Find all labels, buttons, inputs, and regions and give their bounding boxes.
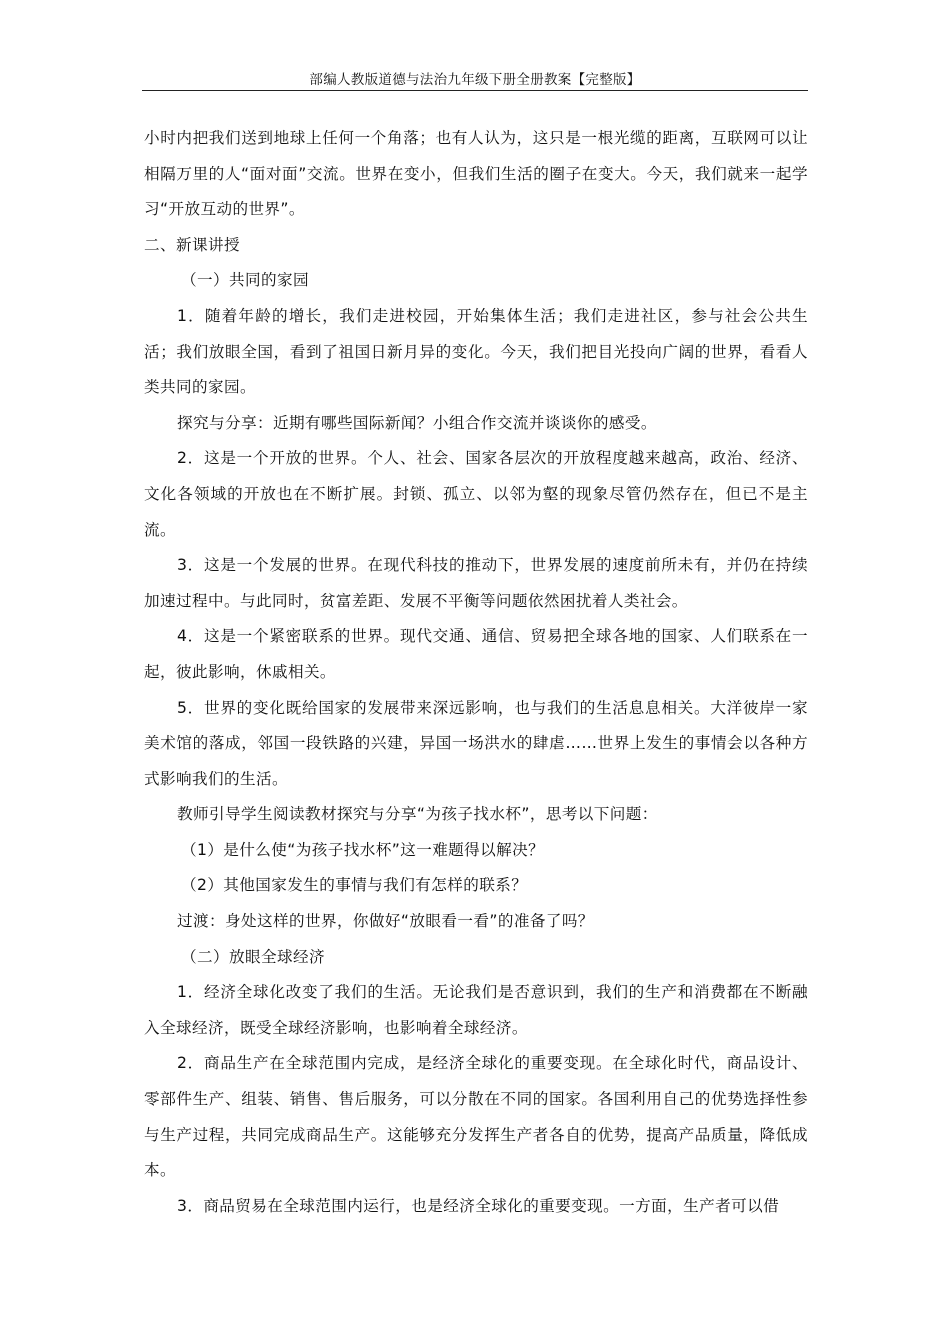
- paragraph-economy-1: 1．经济全球化改变了我们的生活。无论我们是否意识到，我们的生产和消费都在不断融入全球经济，既受全球经济影响，也影响着全球经济。: [144, 983, 808, 1037]
- question-2: （2）其他国家发生的事情与我们有怎样的联系？: [181, 876, 528, 895]
- paragraph-intro-continued: 小时内把我们送到地球上任何一个角落；也有人认为，这只是一根光缆的距离，互联网可以让相隔万里的人“面对面”交流。世界在变小，但我们生活的圈子在变大。今天，我们就来一起学习“开放互动的世界”。: [144, 129, 808, 219]
- document-body: [144, 121, 808, 1224]
- paragraph-economy-2: 2．商品生产在全球范围内完成，是经济全球化的重要变现。在全球化时代，商品设计、零部件生产、组装、销售、售后服务，可以分散在不同的国家。各国利用自己的优势选择性参与生产过程，共同完成商品生产。这能够充分发挥生产者各自的优势，提高产品质量，降低成本。: [144, 1054, 808, 1180]
- section-heading-new-lesson: 二、新课讲授: [144, 235, 240, 254]
- paragraph-transition: 过渡：身处这样的世界，你做好“放眼看一看”的准备了吗？: [177, 912, 594, 931]
- paragraph-teacher-guide: 教师引导学生阅读教材探究与分享“为孩子找水杯”，思考以下问题：: [177, 805, 658, 824]
- document-title: 部编人教版道德与法治九年级下册全册教案【完整版】: [309, 72, 641, 88]
- paragraph-item-1: 1．随着年龄的增长，我们走进校园，开始集体生活；我们走进社区，参与社会公共生活；我们放眼全国，看到了祖国日新月异的变化。今天，我们把目光投向广阔的世界，看看人类共同的家园。: [144, 306, 808, 397]
- paragraph-item-4: 4．这是一个紧密联系的世界。现代交通、通信、贸易把全球各地的国家、人们联系在一起，彼此影响，休戚相关。: [144, 627, 808, 681]
- question-1: （1）是什么使“为孩子找水杯”这一难题得以解决？: [181, 840, 545, 859]
- paragraph-economy-3: 3．商品贸易在全球范围内运行，也是经济全球化的重要变现。一方面，生产者可以借: [177, 1196, 780, 1215]
- paragraph-item-5: 5．世界的变化既给国家的发展带来深远影响，也与我们的生活息息相关。大洋彼岸一家美术馆的落成，邻国一段铁路的兴建，异国一场洪水的肆虐……世界上发生的事情会以各种方式影响我们的生活。: [144, 698, 808, 788]
- paragraph-explore-share: 探究与分享：近期有哪些国际新闻？小组合作交流并谈谈你的感受。: [177, 413, 657, 432]
- paragraph-item-3: 3．这是一个发展的世界。在现代科技的推动下，世界发展的速度前所未有，并仍在持续加速过程中。与此同时，贫富差距、发展不平衡等问题依然困扰着人类社会。: [144, 556, 808, 610]
- page-header: [142, 70, 808, 91]
- subsection-heading-common-home: （一）共同的家园: [181, 271, 309, 290]
- subsection-heading-global-economy: （二）放眼全球经济: [181, 947, 325, 966]
- paragraph-item-2: 2．这是一个开放的世界。个人、社会、国家各层次的开放程度越来越高，政治、经济、文化各领域的开放也在不断扩展。封锁、孤立、以邻为壑的现象尽管仍然存在，但已不是主流。: [144, 449, 808, 539]
